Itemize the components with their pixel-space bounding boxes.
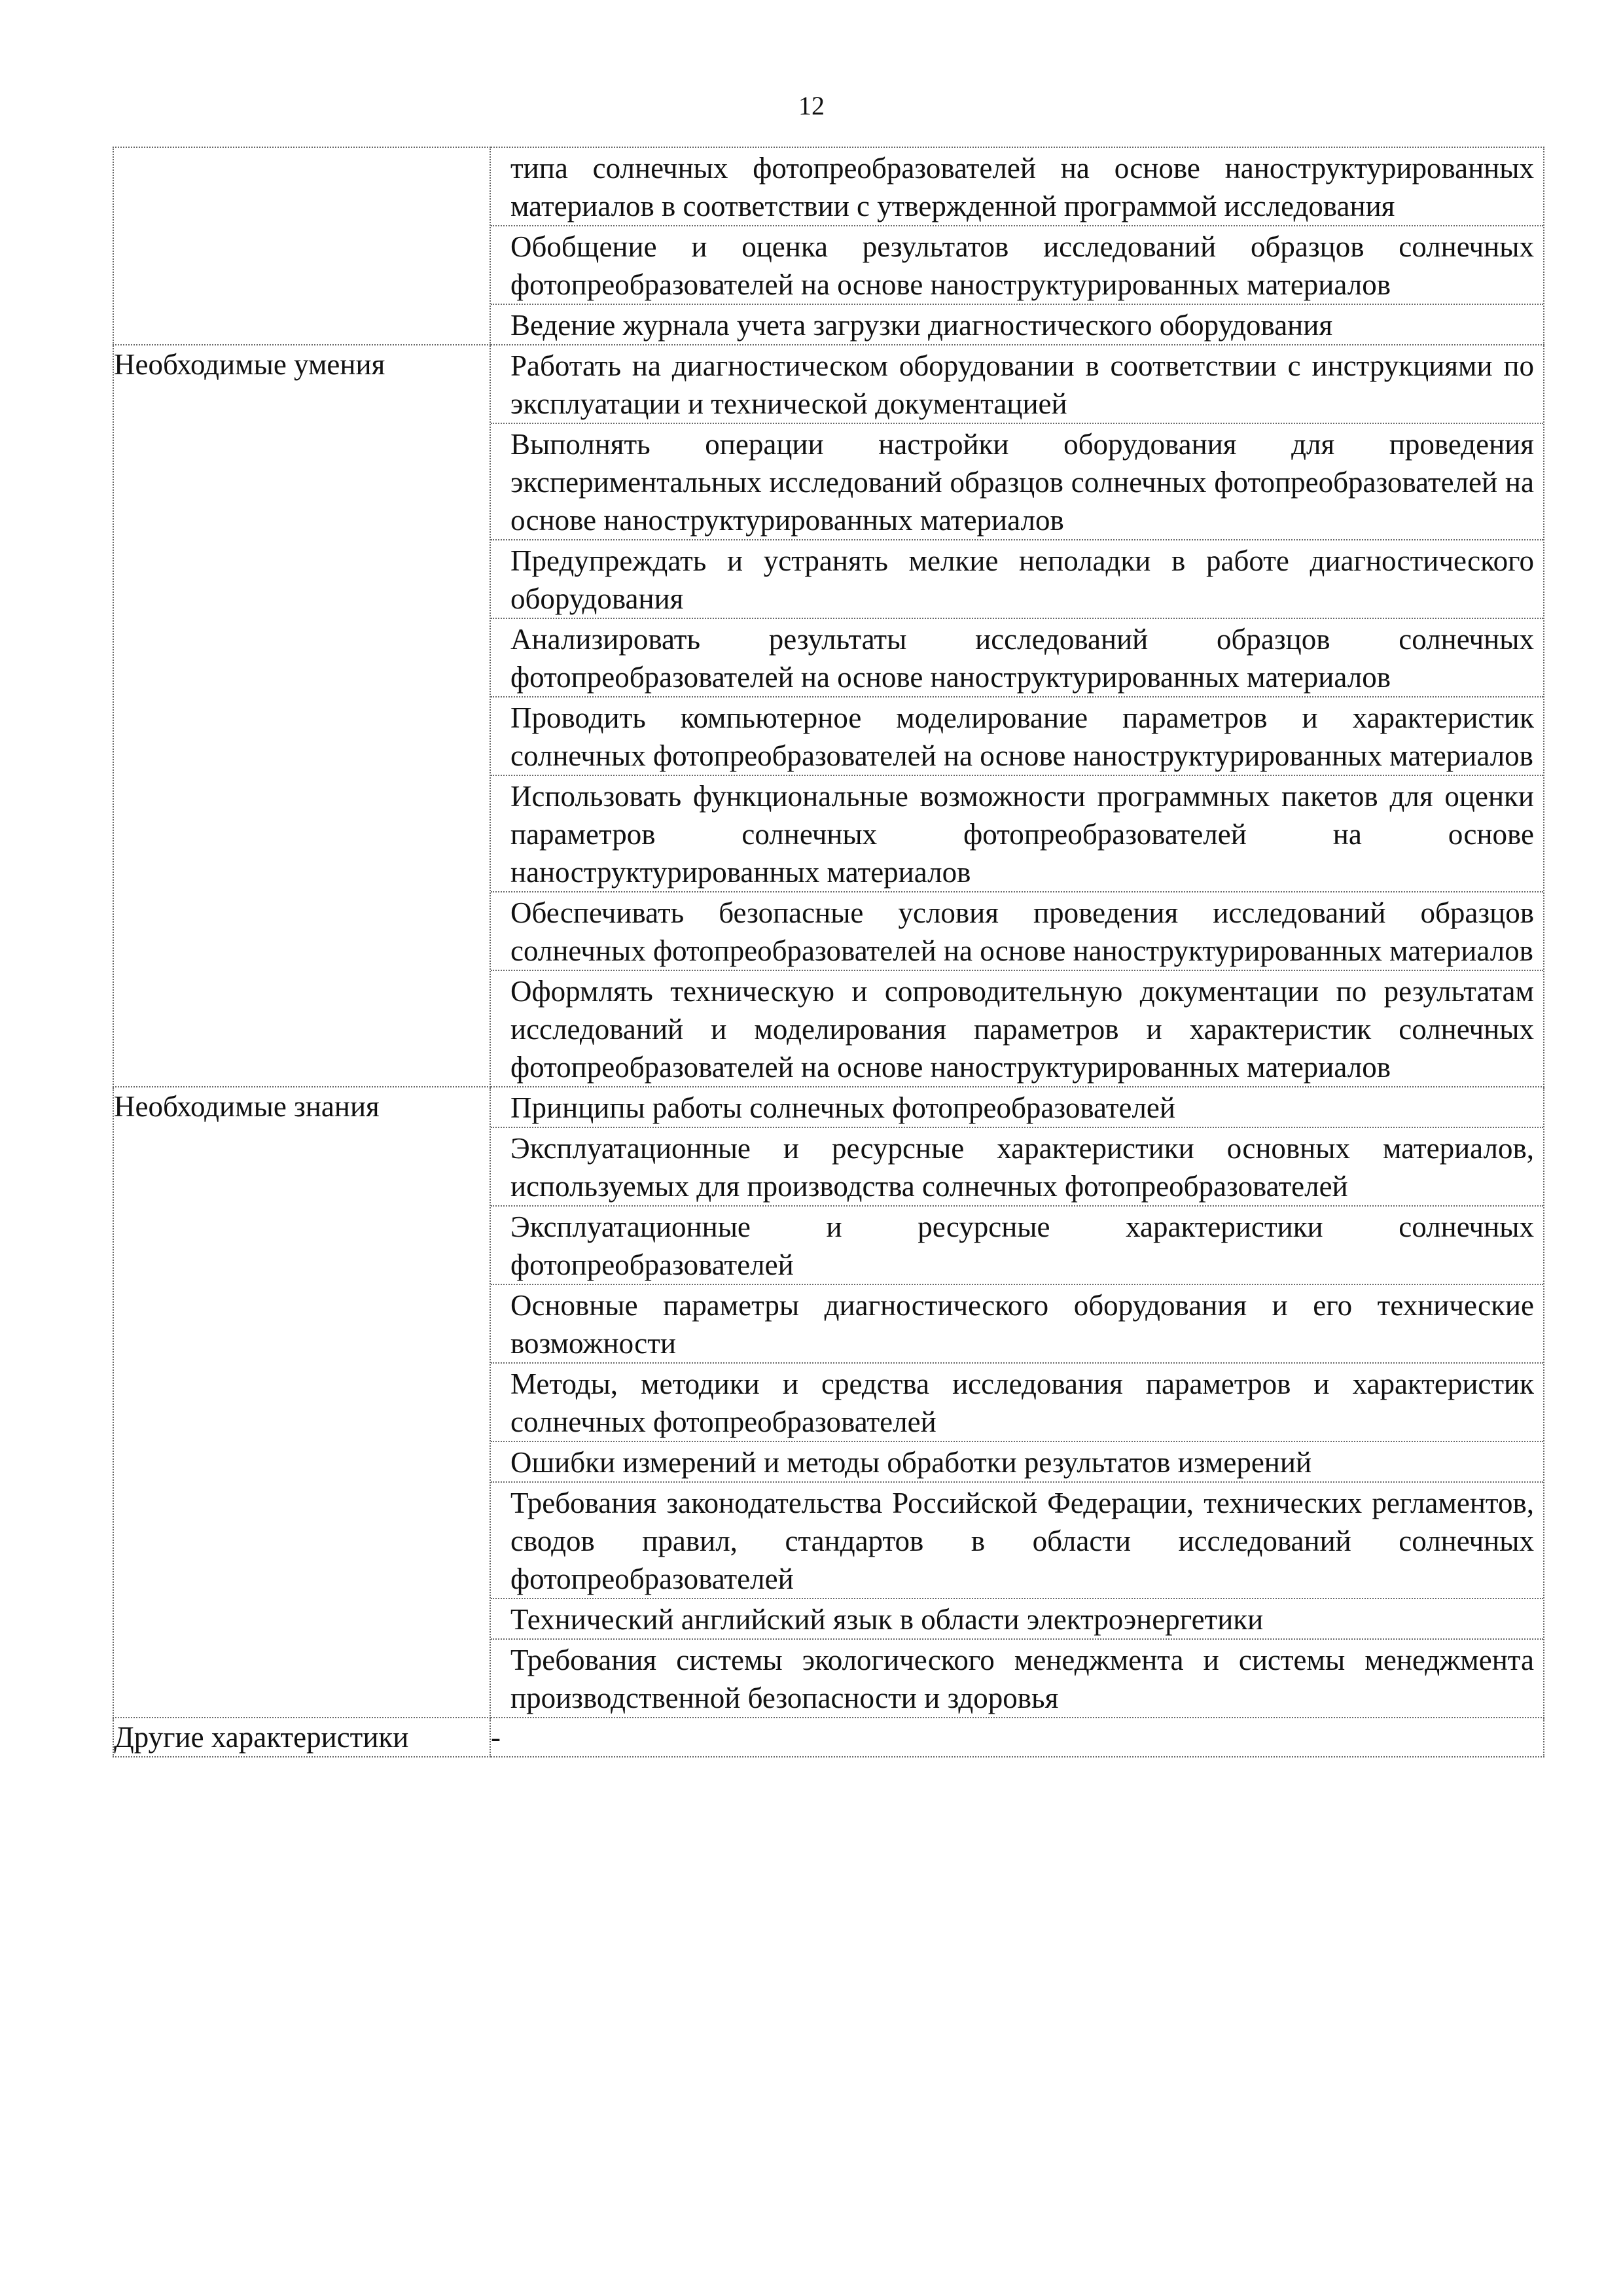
list-item: Проводить компьютерное моделирование параметров и характеристик солнечных фотопреобразователей на основе наноструктурированных материалов [491, 698, 1543, 776]
list-item: Работать на диагностическом оборудовании в соответствии с инструкциями по эксплуатации и технической документацией [491, 345, 1543, 424]
list-item: Методы, методики и средства исследования параметров и характеристик солнечных фотопреобразователей [491, 1364, 1543, 1442]
list-item: типа солнечных фотопреобразователей на основе наноструктурированных материалов в соответствии с утвержденной программой исследования [491, 148, 1543, 226]
table-row-knowledge [113, 1087, 1544, 1718]
list-item: Выполнять операции настройки оборудования для проведения экспериментальных исследований образцов солнечных фотопреобразователей на основе наноструктурированных материалов [491, 424, 1543, 540]
page-number: 12 [798, 91, 825, 120]
list-item: Предупреждать и устранять мелкие неполадки в работе диагностического оборудования [491, 540, 1543, 619]
other-value: - [490, 1718, 1544, 1757]
requirements-table [113, 147, 1544, 1757]
list-item: Обеспечивать безопасные условия проведения исследований образцов солнечных фотопреобразователей на основе наноструктурированных материалов [491, 892, 1543, 971]
skills-items-cell [490, 345, 1544, 1087]
knowledge-items-cell [490, 1087, 1544, 1718]
list-item: Использовать функциональные возможности программных пакетов для оценки параметров солнечных фотопреобразователей на основе наноструктурированных материалов [491, 776, 1543, 892]
table-row-skills [113, 345, 1544, 1087]
list-item: Обобщение и оценка результатов исследований образцов солнечных фотопреобразователей на основе наноструктурированных материалов [491, 226, 1543, 305]
continuation-items-cell [490, 147, 1544, 345]
row-label-knowledge: Необходимые знания [113, 1087, 490, 1718]
list-item: Оформлять техническую и сопроводительную документации по результатам исследований и моделирования параметров и характеристик солнечных фотопреобразователей на основе наноструктурированных материалов [510, 975, 1534, 1084]
list-item: Ошибки измерений и методы обработки результатов измерений [491, 1442, 1543, 1483]
list-item: Технический английский язык в области электроэнергетики [491, 1599, 1543, 1640]
list-item: Основные параметры диагностического оборудования и его технические возможности [491, 1285, 1543, 1364]
list-item: Эксплуатационные и ресурсные характеристики основных материалов, используемых для производства солнечных фотопреобразователей [491, 1128, 1543, 1207]
list-item: Требования законодательства Российской Федерации, технических регламентов, сводов правил, стандартов в области исследований солнечных фотопреобразователей [491, 1483, 1543, 1599]
list-item: Ведение журнала учета загрузки диагностического оборудования [510, 309, 1333, 342]
row-label-skills: Необходимые умения [113, 345, 490, 1087]
table-row-continuation [113, 147, 1544, 345]
list-item: Эксплуатационные и ресурсные характеристики солнечных фотопреобразователей [491, 1207, 1543, 1285]
list-item: Анализировать результаты исследований образцов солнечных фотопреобразователей на основе наноструктурированных материалов [491, 619, 1543, 698]
list-item: Требования системы экологического менеджмента и системы менеджмента производственной безопасности и здоровья [510, 1644, 1534, 1714]
row-label-other: Другие характеристики [113, 1718, 490, 1757]
list-item: Принципы работы солнечных фотопреобразователей [491, 1087, 1543, 1128]
table-row-other [113, 1718, 1544, 1757]
row-label-continuation [113, 147, 490, 345]
